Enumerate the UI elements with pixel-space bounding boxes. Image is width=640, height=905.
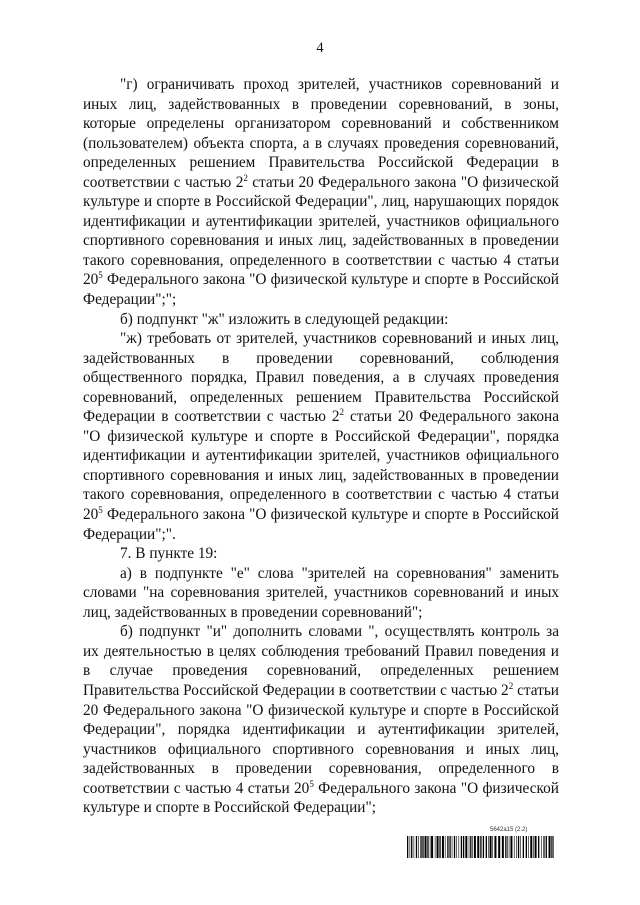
paragraph — [83, 310, 559, 330]
page-number: 4 — [316, 40, 324, 56]
paragraph — [83, 75, 559, 310]
text-segment: "ж) требовать от зрителей, участников соревнований и иных лиц, задействованных в проведении соревнований, соблюдения общественного порядка, Правил поведения, а в случаях проведения соревнований, определенных решением Правительства Российской Федерации в соответствии с частью 2 — [83, 330, 559, 426]
text-segment: 7. В пункте 19: — [120, 545, 218, 563]
text-segment: б) подпункт "и" дополнить словами ", осуществлять контроль за их деятельностью в целях соблюдения требований Правил поведения и в случае проведения соревнований, определенных решением Правительства Российской Федерации в соответствии с частью 2 — [83, 623, 559, 699]
paragraph — [83, 544, 559, 564]
paragraph — [83, 622, 559, 817]
text-segment: статьи 20 Федерального закона "О физической культуре и спорте в Российской Федерации", порядка идентификации и аутентификации зрителей, участников официального спортивного соревнования и иных лиц, задействованных в проведении соревнования, определенного в соответствии с частью 4 статьи 20 — [83, 681, 559, 797]
text-segment: Федерального закона "О физической культуре и спорте в Российской Федерации";"; — [83, 271, 559, 309]
superscript: 2 — [243, 172, 248, 183]
superscript: 2 — [508, 680, 514, 691]
superscript: 5 — [309, 778, 314, 789]
text-segment: статьи 20 Федерального закона "О физической культуре и спорте в Российской Федерации", лиц, нарушающих порядок идентификации и аутентификации зрителей, участников официального спортивного соревнования и иных лиц, задействованных в проведении такого соревнования, определенного в соответствии с частью 4 статьи 20 — [83, 173, 559, 289]
text-segment: б) подпункт "ж" изложить в следующей редакции: — [120, 310, 449, 328]
barcode-image — [407, 836, 554, 858]
text-segment: "г) ограничивать проход зрителей, участников соревнований и иных лиц, задействованных в проведении соревнований, в зоны, которые определены организатором соревнований и собственником (пользователем) объекта спорта, а в случаях проведения соревнований, определенных решением Правительства Российской Федерации в соответствии с частью 2 — [83, 76, 559, 191]
superscript: 5 — [98, 505, 103, 516]
superscript: 2 — [339, 407, 345, 418]
superscript: 5 — [98, 270, 103, 281]
text-segment: а) в подпункте "е" слова "зрителей на соревнования" заменить словами "на соревнования зрителей, участников соревнований и иных лиц, задействованных в проведении соревнований"; — [83, 564, 559, 621]
text-segment: Федерального закона "О физической культуре и спорте в Российской Федерации";". — [83, 506, 559, 543]
document-code: 5642a15 (2.2) — [490, 827, 528, 833]
document-body — [83, 75, 559, 818]
text-segment: статьи 20 Федерального закона "О физической культуре и спорте в Российской Федерации", порядка идентификации и аутентификации зрителей, участников официального спортивного соревнования и иных лиц, задействованных в проведении такого соревнования, определенного в соответствии с частью 4 статьи 20 — [83, 408, 559, 524]
paragraph — [83, 564, 559, 623]
text-segment: Федерального закона "О физической культуре и спорте в Российской Федерации"; — [83, 779, 559, 817]
paragraph — [83, 329, 559, 544]
